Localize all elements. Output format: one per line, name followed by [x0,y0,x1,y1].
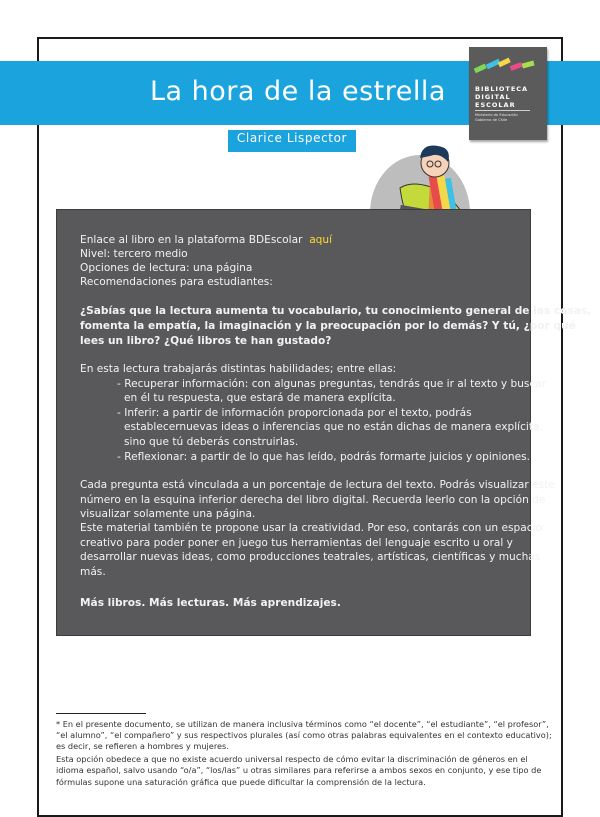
book-link-text: Enlace al libro en la plataforma BDEscolar [80,234,303,246]
paragraph-line: creativo para poder poner en juego tus herramientas del lenguaje escrito u oral y [80,537,513,549]
skill-line: en él tu respuesta, que estará de manera explícita. [124,392,396,404]
paragraph-line: visualizar solamente una página. [80,508,256,520]
reading-options-text: Opciones de lectura: una página [80,262,253,274]
skill-line: establecernuevas ideas o inferencias que no están dichas de manera explícita, [124,421,543,433]
paragraph-line: más. [80,566,106,578]
footnote-separator [56,713,146,714]
footnote-line: “el alumno”, “el compañero” y sus respectivos plurales (así como otras palabras equivalentes en el contexto educativo); [56,730,552,740]
skill-line: - Inferir: a partir de información proporcionada por el texto, podrás [117,407,472,419]
paragraph-line: número en la esquina inferior derecha del libro digital. Recuerda leerlo con la opción de [80,494,546,506]
paragraph-line: desarrollar nuevas ideas, como producciones teatrales, artísticas, científicas y muchas [80,551,541,563]
skill-line: - Recuperar información: con algunas preguntas, tendrás que ir al texto y buscar [117,378,547,390]
book-link-line [80,233,332,248]
footnote-line: es decir, se refieren a hombres y mujeres. [56,741,229,751]
footnote-line: fórmulas supone una saturación gráfica que puede dificultar la comprensión de la lectura. [56,777,426,787]
logo-divider [475,110,530,111]
question-line: fomenta la empatía, la imaginación y la preocupación por lo demás? Y tú, ¿por qué [80,320,576,332]
footnote-line: Esta opción obedece a que no existe acuerdo universal respecto de cómo evitar la discriminación de géneros en el [56,754,528,764]
logo-stripes-icon [472,52,544,84]
level-text: Nivel: tercero medio [80,248,188,260]
logo-text: BIBLIOTECA DIGITAL ESCOLAR [475,85,529,109]
paragraph-line: Cada pregunta está vinculada a un porcentaje de lectura del texto. Podrás visualizar este [80,479,555,491]
book-title: La hora de la estrella [150,76,446,107]
footnote-line: idioma español, salvo usando “o/a”, “los/las” u otras similares para referirse a ambos sexos en conjunto, y ese tipo de [56,765,542,775]
book-author: Clarice Lispector [236,131,348,145]
skill-line: sino que tú deberás construirlas. [124,436,299,448]
book-link[interactable]: aquí [309,234,333,246]
paragraph-line: Este material también te propone usar la creatividad. Por eso, contarás con un espacio [80,522,542,534]
skill-line: - Reflexionar: a partir de lo que has leído, podrás formarte juicios y opiniones. [117,451,531,463]
recommendations-heading: Recomendaciones para estudiantes: [80,276,273,288]
skills-intro: En esta lectura trabajarás distintas habilidades; entre ellas: [80,363,397,375]
footnote-line: * En el presente documento, se utilizan de manera inclusiva términos como “el docente”, “el estudiante”, “el profesor”, [56,719,549,729]
logo-subtext: Ministerio de Educación Gobierno de Chile [475,113,518,122]
question-line: ¿Sabías que la lectura aumenta tu vocabulario, tu conocimiento general de las cosas, [80,305,592,317]
question-line: lees un libro? ¿Qué libros te han gustado? [80,335,332,347]
slogan: Más libros. Más lecturas. Más aprendizajes. [80,597,341,609]
